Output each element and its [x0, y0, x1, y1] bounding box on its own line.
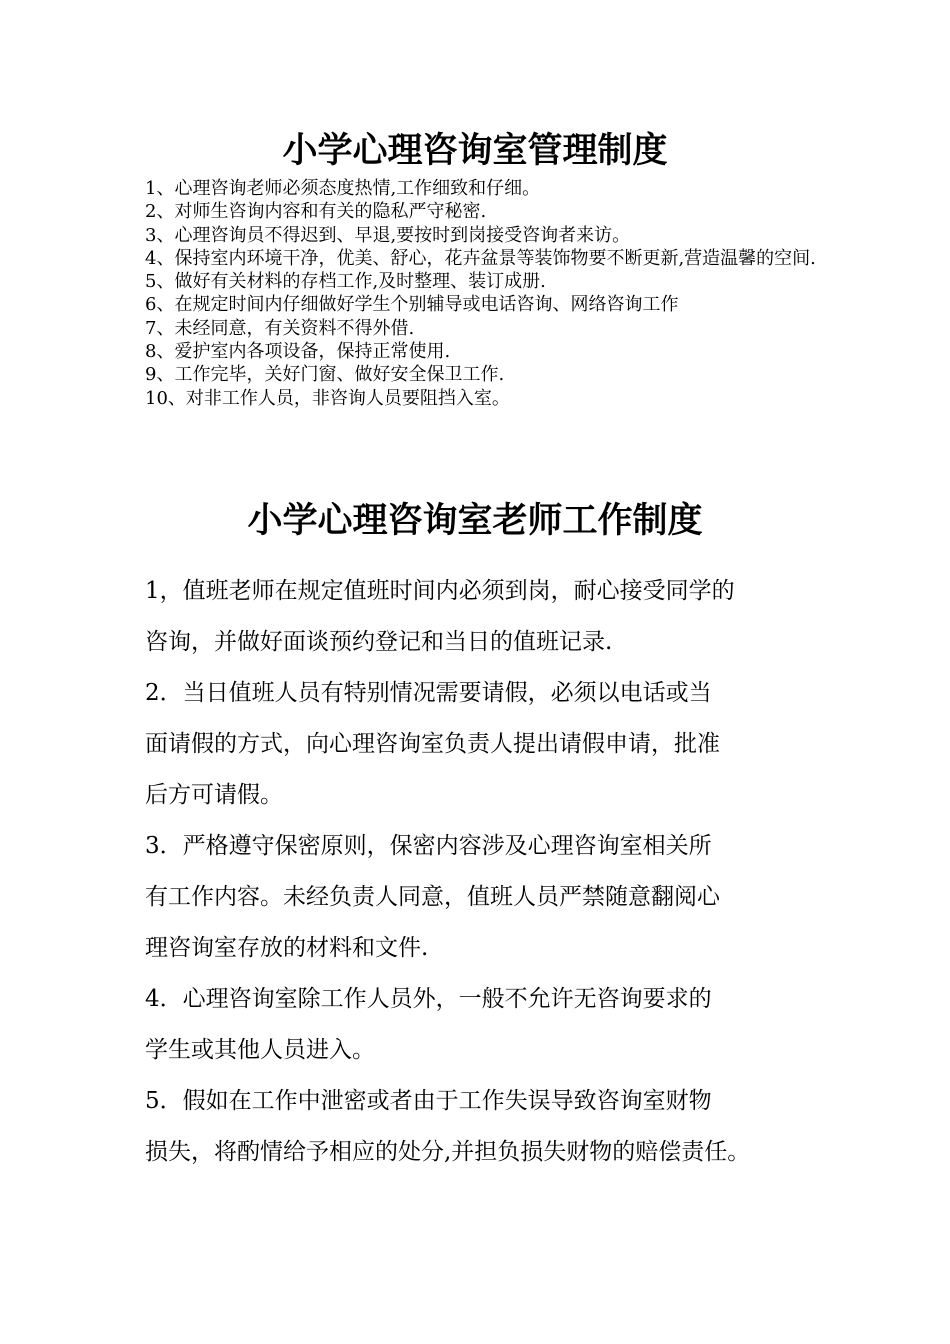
paragraph-line: 损失，将酌情给予相应的处分,并担负损失财物的赔偿责任。: [145, 1139, 751, 1165]
paragraph-line: 5．假如在工作中泄密或者由于工作失误导致咨询室财物: [145, 1088, 712, 1114]
list-item: 7、未经同意，有关资料不得外借.: [145, 317, 415, 339]
list-item: [145, 974, 805, 1076]
paragraph-line: 面请假的方式，向心理咨询室负责人提出请假申请，批准: [145, 731, 720, 757]
paragraph-line: 2．当日值班人员有特别情况需要请假，必须以电话或当: [145, 680, 712, 706]
list-item: [145, 566, 805, 668]
management-rules-title: 小学心理咨询室管理制度: [282, 130, 668, 171]
list-item: 8、爱护室内各项设备，保持正常使用.: [145, 341, 451, 363]
list-item: 4、保持室内环境干净，优美、舒心，花卉盆景等装饰物要不断更新,营造温馨的空间.: [145, 247, 816, 269]
list-item: 10、对非工作人员，非咨询人员要阻挡入室。: [145, 387, 510, 409]
paragraph-line: 有工作内容。未经负责人同意，值班人员严禁随意翻阅心: [145, 884, 720, 910]
teacher-rules-title: 小学心理咨询室老师工作制度: [247, 500, 703, 541]
list-item: 9、工作完毕，关好门窗、做好安全保卫工作.: [145, 364, 505, 386]
list-item: 2、对师生咨询内容和有关的隐私严守秘密.: [145, 201, 487, 223]
paragraph-line: 学生或其他人员进入。: [145, 1037, 375, 1063]
paragraph-line: 4．心理咨询室除工作人员外，一般不允许无咨询要求的: [145, 986, 712, 1012]
paragraph-line: 咨询，并做好面谈预约登记和当日的值班记录.: [145, 629, 613, 655]
list-item: [145, 1076, 805, 1178]
paragraph-line: 理咨询室存放的材料和文件.: [145, 935, 429, 961]
list-item: 3、心理咨询员不得迟到、早退,要按时到岗接受咨询者来访。: [145, 224, 631, 246]
list-item: 6、在规定时间内仔细做好学生个别辅导或电话咨询、网络咨询工作: [145, 294, 679, 316]
teacher-rules-list: [145, 566, 805, 1178]
list-item: [145, 821, 805, 974]
list-item: 1、心理咨询老师必须态度热情,工作细致和仔细。: [145, 178, 541, 199]
list-item: 5、做好有关材料的存档工作,及时整理、装订成册.: [145, 271, 546, 293]
management-rules-list: [145, 177, 825, 410]
paragraph-line: 后方可请假。: [145, 782, 283, 808]
list-item: [145, 668, 805, 821]
paragraph-line: 3．严格遵守保密原则，保密内容涉及心理咨询室相关所: [145, 833, 712, 859]
paragraph-line: 1，值班老师在规定值班时间内必须到岗，耐心接受同学的: [145, 578, 735, 604]
